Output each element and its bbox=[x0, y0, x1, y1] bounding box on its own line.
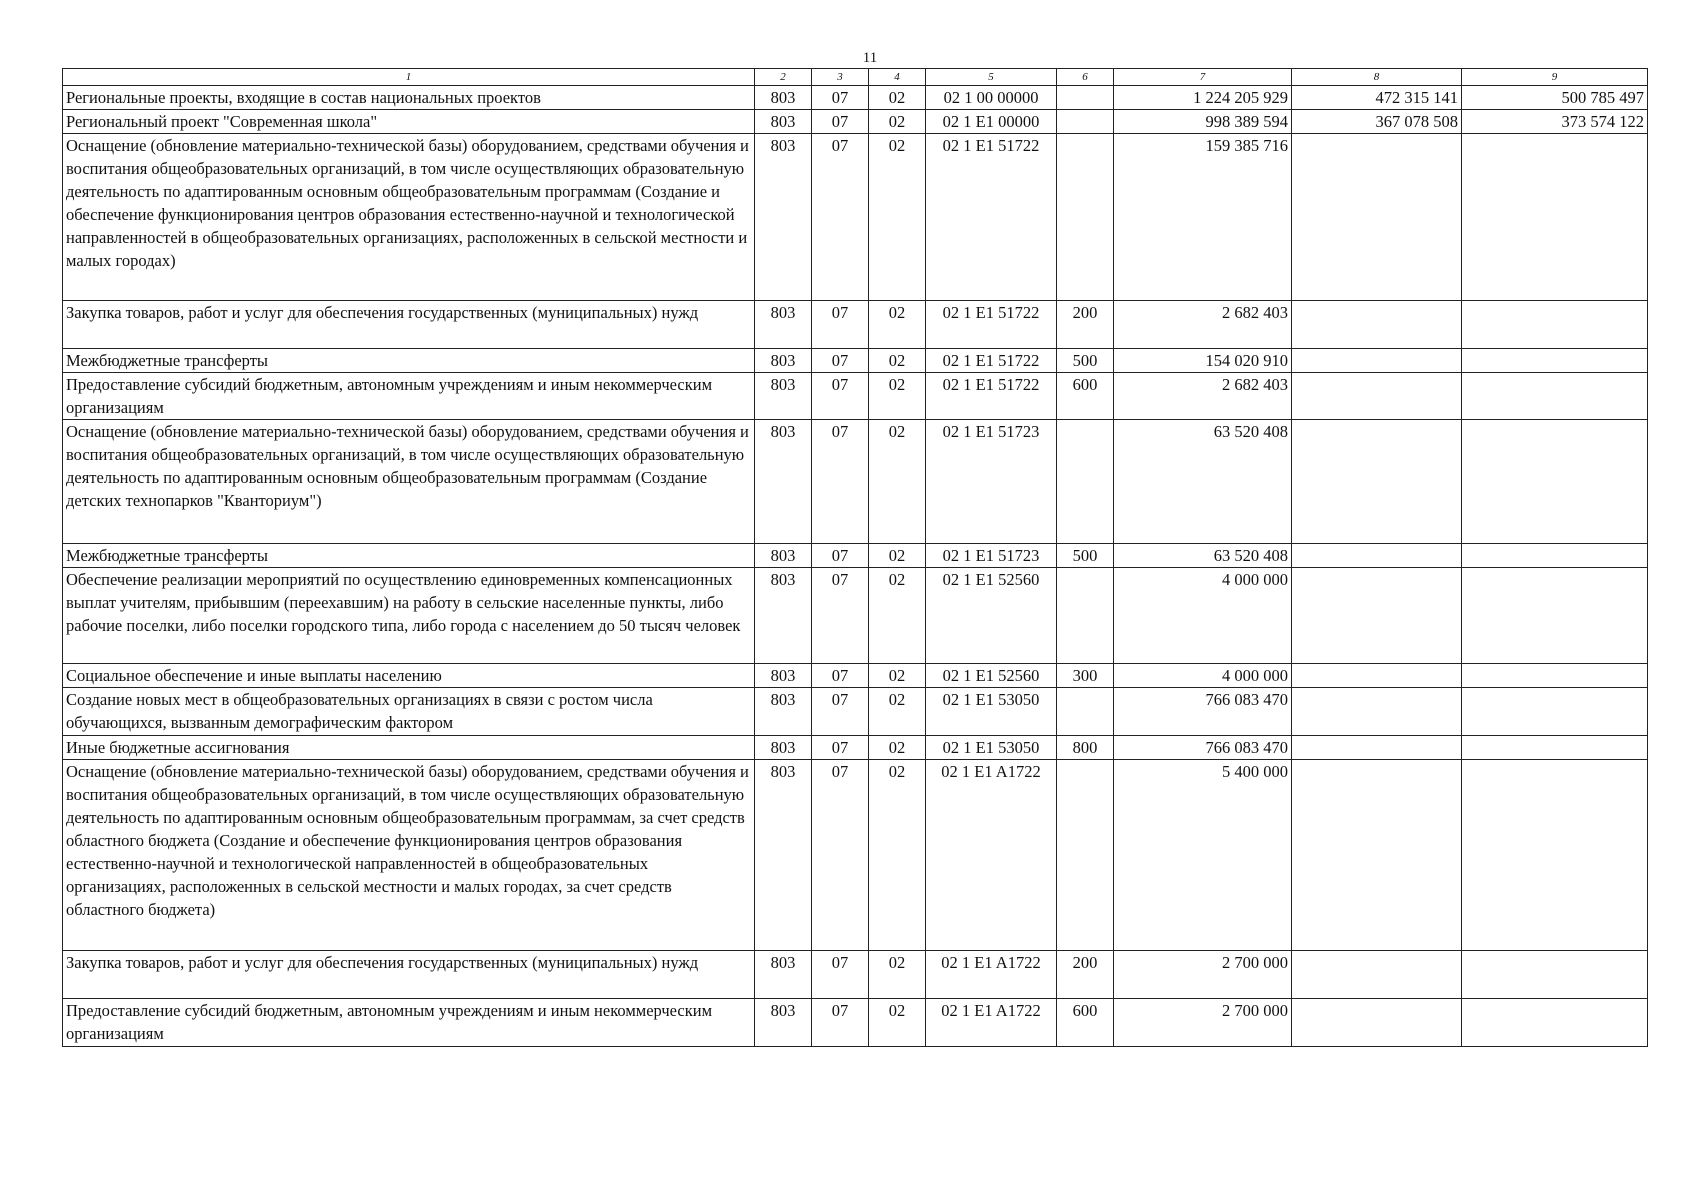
page-number: 11 bbox=[862, 50, 878, 66]
cell-col-2: 803 bbox=[755, 110, 812, 134]
cell-col-3: 07 bbox=[812, 688, 869, 736]
cell-col-4: 02 bbox=[869, 420, 926, 544]
budget-table bbox=[62, 68, 1648, 1047]
cell-col-8 bbox=[1292, 568, 1462, 664]
cell-col-2: 803 bbox=[755, 301, 812, 349]
cell-col-9 bbox=[1462, 951, 1648, 999]
column-number: 1 bbox=[63, 69, 755, 86]
cell-col-2: 803 bbox=[755, 951, 812, 999]
cell-col-8: 472 315 141 bbox=[1292, 86, 1462, 110]
cell-col-5: 02 1 E1 53050 bbox=[926, 736, 1057, 760]
cell-col-8 bbox=[1292, 301, 1462, 349]
row-name: Иные бюджетные ассигнования bbox=[63, 736, 755, 760]
cell-col-2: 803 bbox=[755, 544, 812, 568]
cell-col-8 bbox=[1292, 951, 1462, 999]
cell-col-7: 766 083 470 bbox=[1114, 688, 1292, 736]
table-row bbox=[63, 736, 1648, 760]
cell-col-2: 803 bbox=[755, 373, 812, 420]
cell-col-2: 803 bbox=[755, 736, 812, 760]
row-name: Региональные проекты, входящие в состав национальных проектов bbox=[63, 86, 755, 110]
cell-col-2: 803 bbox=[755, 760, 812, 951]
cell-col-4: 02 bbox=[869, 688, 926, 736]
cell-col-4: 02 bbox=[869, 544, 926, 568]
cell-col-6 bbox=[1057, 420, 1114, 544]
cell-col-9: 373 574 122 bbox=[1462, 110, 1648, 134]
cell-col-7: 2 682 403 bbox=[1114, 373, 1292, 420]
row-name: Создание новых мест в общеобразовательных организациях в связи с ростом числа обучающихся, вызванным демографическим фактором bbox=[63, 688, 755, 736]
row-name: Региональный проект "Современная школа" bbox=[63, 110, 755, 134]
column-number: 7 bbox=[1114, 69, 1292, 86]
cell-col-9 bbox=[1462, 664, 1648, 688]
cell-col-7: 154 020 910 bbox=[1114, 349, 1292, 373]
cell-col-3: 07 bbox=[812, 349, 869, 373]
table-body bbox=[63, 69, 1648, 1047]
cell-col-3: 07 bbox=[812, 420, 869, 544]
cell-col-9 bbox=[1462, 688, 1648, 736]
row-name: Оснащение (обновление материально-технической базы) оборудованием, средствами обучения и воспитания общеобразовательных организаций, в том числе осуществляющих образовательную деятельность по адаптированным основным общеобразовательным программам (Создание детских технопарков "Кванториум") bbox=[63, 420, 755, 544]
cell-col-6: 200 bbox=[1057, 951, 1114, 999]
cell-col-6: 200 bbox=[1057, 301, 1114, 349]
column-number: 4 bbox=[869, 69, 926, 86]
cell-col-6: 500 bbox=[1057, 544, 1114, 568]
table-row bbox=[63, 420, 1648, 544]
table-row bbox=[63, 688, 1648, 736]
table-row bbox=[63, 301, 1648, 349]
cell-col-9 bbox=[1462, 568, 1648, 664]
table-row bbox=[63, 134, 1648, 301]
cell-col-2: 803 bbox=[755, 134, 812, 301]
table-row bbox=[63, 544, 1648, 568]
cell-col-5: 02 1 E1 51722 bbox=[926, 373, 1057, 420]
cell-col-2: 803 bbox=[755, 664, 812, 688]
cell-col-8 bbox=[1292, 688, 1462, 736]
row-name: Закупка товаров, работ и услуг для обеспечения государственных (муниципальных) нужд bbox=[63, 301, 755, 349]
cell-col-5: 02 1 E1 51723 bbox=[926, 420, 1057, 544]
cell-col-5: 02 1 E1 51722 bbox=[926, 134, 1057, 301]
cell-col-2: 803 bbox=[755, 86, 812, 110]
cell-col-6: 300 bbox=[1057, 664, 1114, 688]
cell-col-7: 63 520 408 bbox=[1114, 420, 1292, 544]
cell-col-4: 02 bbox=[869, 349, 926, 373]
cell-col-8 bbox=[1292, 373, 1462, 420]
row-name: Межбюджетные трансферты bbox=[63, 349, 755, 373]
cell-col-2: 803 bbox=[755, 568, 812, 664]
cell-col-6: 500 bbox=[1057, 349, 1114, 373]
column-number-row bbox=[63, 69, 1648, 86]
cell-col-6: 600 bbox=[1057, 999, 1114, 1047]
cell-col-4: 02 bbox=[869, 568, 926, 664]
cell-col-5: 02 1 E1 51723 bbox=[926, 544, 1057, 568]
table-row bbox=[63, 568, 1648, 664]
cell-col-3: 07 bbox=[812, 86, 869, 110]
cell-col-3: 07 bbox=[812, 134, 869, 301]
table-row bbox=[63, 760, 1648, 951]
cell-col-4: 02 bbox=[869, 373, 926, 420]
cell-col-4: 02 bbox=[869, 951, 926, 999]
cell-col-9 bbox=[1462, 736, 1648, 760]
cell-col-6 bbox=[1057, 134, 1114, 301]
cell-col-5: 02 1 E1 A1722 bbox=[926, 999, 1057, 1047]
cell-col-8 bbox=[1292, 760, 1462, 951]
cell-col-4: 02 bbox=[869, 736, 926, 760]
cell-col-2: 803 bbox=[755, 688, 812, 736]
cell-col-5: 02 1 E1 52560 bbox=[926, 568, 1057, 664]
cell-col-9 bbox=[1462, 999, 1648, 1047]
cell-col-5: 02 1 E1 53050 bbox=[926, 688, 1057, 736]
table-row bbox=[63, 664, 1648, 688]
cell-col-4: 02 bbox=[869, 134, 926, 301]
cell-col-4: 02 bbox=[869, 999, 926, 1047]
cell-col-7: 2 682 403 bbox=[1114, 301, 1292, 349]
cell-col-3: 07 bbox=[812, 951, 869, 999]
row-name: Оснащение (обновление материально-технической базы) оборудованием, средствами обучения и воспитания общеобразовательных организаций, в том числе осуществляющих образовательную деятельность по адаптированным основным общеобразовательным программам, за счет средств областного бюджета (Создание и обеспечение функционирования центров образования естественно-научной и технологической направленностей в общеобразовательных организациях, расположенных в сельской местности и малых городах, за счет средств областного бюджета) bbox=[63, 760, 755, 951]
cell-col-7: 159 385 716 bbox=[1114, 134, 1292, 301]
cell-col-9 bbox=[1462, 420, 1648, 544]
cell-col-7: 4 000 000 bbox=[1114, 664, 1292, 688]
cell-col-8 bbox=[1292, 664, 1462, 688]
cell-col-6 bbox=[1057, 760, 1114, 951]
cell-col-6: 800 bbox=[1057, 736, 1114, 760]
cell-col-6: 600 bbox=[1057, 373, 1114, 420]
cell-col-6 bbox=[1057, 86, 1114, 110]
cell-col-5: 02 1 E1 A1722 bbox=[926, 951, 1057, 999]
cell-col-7: 766 083 470 bbox=[1114, 736, 1292, 760]
cell-col-9 bbox=[1462, 373, 1648, 420]
cell-col-3: 07 bbox=[812, 568, 869, 664]
column-number: 6 bbox=[1057, 69, 1114, 86]
cell-col-3: 07 bbox=[812, 760, 869, 951]
cell-col-9 bbox=[1462, 134, 1648, 301]
cell-col-4: 02 bbox=[869, 664, 926, 688]
row-name: Оснащение (обновление материально-технической базы) оборудованием, средствами обучения и воспитания общеобразовательных организаций, в том числе осуществляющих образовательную деятельность по адаптированным основным общеобразовательным программам (Создание и обеспечение функционирования центров образования естественно-научной и технологической направленностей в общеобразовательных организациях, расположенных в сельской местности и малых городах) bbox=[63, 134, 755, 301]
cell-col-7: 998 389 594 bbox=[1114, 110, 1292, 134]
cell-col-3: 07 bbox=[812, 736, 869, 760]
cell-col-2: 803 bbox=[755, 349, 812, 373]
row-name: Социальное обеспечение и иные выплаты населению bbox=[63, 664, 755, 688]
column-number: 3 bbox=[812, 69, 869, 86]
cell-col-7: 2 700 000 bbox=[1114, 951, 1292, 999]
cell-col-5: 02 1 E1 51722 bbox=[926, 349, 1057, 373]
cell-col-7: 2 700 000 bbox=[1114, 999, 1292, 1047]
cell-col-5: 02 1 E1 52560 bbox=[926, 664, 1057, 688]
cell-col-3: 07 bbox=[812, 373, 869, 420]
cell-col-4: 02 bbox=[869, 110, 926, 134]
cell-col-8: 367 078 508 bbox=[1292, 110, 1462, 134]
cell-col-5: 02 1 E1 51722 bbox=[926, 301, 1057, 349]
table-row bbox=[63, 951, 1648, 999]
cell-col-7: 4 000 000 bbox=[1114, 568, 1292, 664]
cell-col-2: 803 bbox=[755, 420, 812, 544]
row-name: Межбюджетные трансферты bbox=[63, 544, 755, 568]
cell-col-9 bbox=[1462, 760, 1648, 951]
cell-col-9 bbox=[1462, 301, 1648, 349]
cell-col-6 bbox=[1057, 110, 1114, 134]
cell-col-6 bbox=[1057, 688, 1114, 736]
cell-col-5: 02 1 E1 A1722 bbox=[926, 760, 1057, 951]
cell-col-8 bbox=[1292, 349, 1462, 373]
table-row bbox=[63, 999, 1648, 1047]
cell-col-6 bbox=[1057, 568, 1114, 664]
cell-col-5: 02 1 00 00000 bbox=[926, 86, 1057, 110]
column-number: 2 bbox=[755, 69, 812, 86]
cell-col-7: 1 224 205 929 bbox=[1114, 86, 1292, 110]
cell-col-2: 803 bbox=[755, 999, 812, 1047]
row-name: Предоставление субсидий бюджетным, автономным учреждениям и иным некоммерческим организациям bbox=[63, 999, 755, 1047]
cell-col-3: 07 bbox=[812, 999, 869, 1047]
cell-col-9: 500 785 497 bbox=[1462, 86, 1648, 110]
cell-col-3: 07 bbox=[812, 110, 869, 134]
cell-col-8 bbox=[1292, 544, 1462, 568]
row-name: Предоставление субсидий бюджетным, автономным учреждениям и иным некоммерческим организациям bbox=[63, 373, 755, 420]
row-name: Закупка товаров, работ и услуг для обеспечения государственных (муниципальных) нужд bbox=[63, 951, 755, 999]
column-number: 5 bbox=[926, 69, 1057, 86]
cell-col-7: 63 520 408 bbox=[1114, 544, 1292, 568]
cell-col-8 bbox=[1292, 736, 1462, 760]
cell-col-4: 02 bbox=[869, 760, 926, 951]
table-row bbox=[63, 373, 1648, 420]
table-row bbox=[63, 110, 1648, 134]
column-number: 9 bbox=[1462, 69, 1648, 86]
cell-col-8 bbox=[1292, 134, 1462, 301]
row-name: Обеспечение реализации мероприятий по осуществлению единовременных компенсационных выплат учителям, прибывшим (переехавшим) на работу в сельские населенные пункты, либо рабочие поселки, либо поселки городского типа, либо города с населением до 50 тысяч человек bbox=[63, 568, 755, 664]
column-number: 8 bbox=[1292, 69, 1462, 86]
cell-col-3: 07 bbox=[812, 664, 869, 688]
cell-col-7: 5 400 000 bbox=[1114, 760, 1292, 951]
cell-col-9 bbox=[1462, 544, 1648, 568]
cell-col-9 bbox=[1462, 349, 1648, 373]
cell-col-8 bbox=[1292, 999, 1462, 1047]
cell-col-4: 02 bbox=[869, 301, 926, 349]
table-row bbox=[63, 86, 1648, 110]
cell-col-5: 02 1 E1 00000 bbox=[926, 110, 1057, 134]
cell-col-8 bbox=[1292, 420, 1462, 544]
cell-col-3: 07 bbox=[812, 301, 869, 349]
cell-col-4: 02 bbox=[869, 86, 926, 110]
cell-col-3: 07 bbox=[812, 544, 869, 568]
table-row bbox=[63, 349, 1648, 373]
